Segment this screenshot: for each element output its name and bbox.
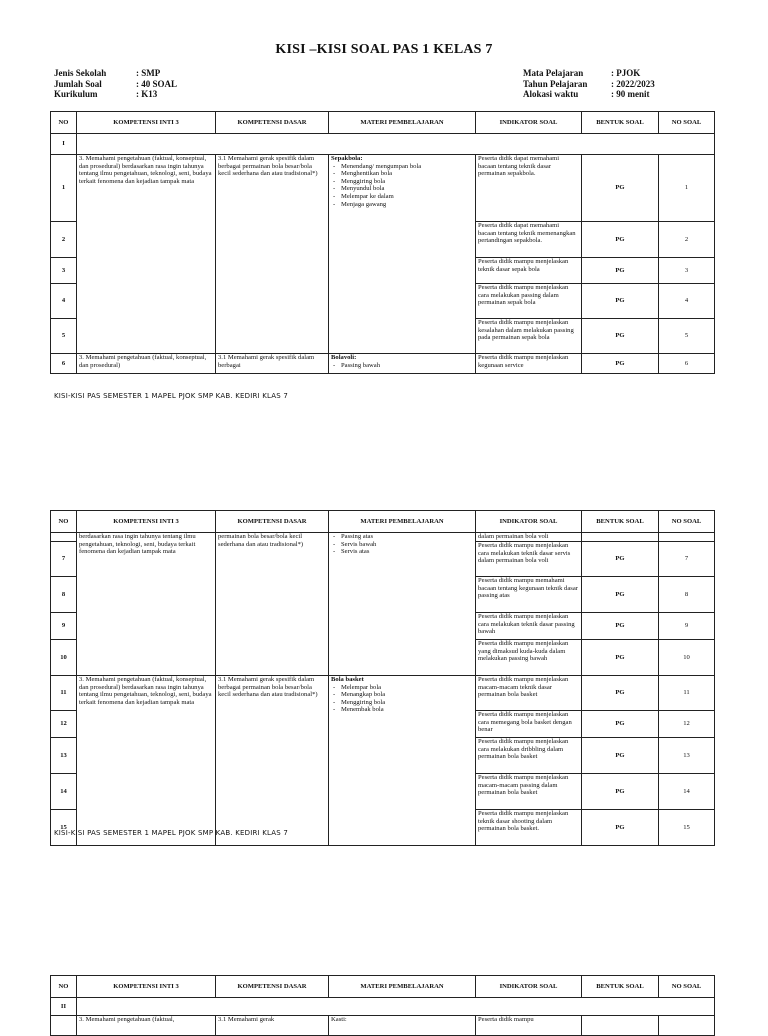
section-label: I [51, 134, 77, 155]
section-spacer [77, 134, 715, 155]
kisi-table-2 [50, 510, 715, 846]
indikator-cell: Peserta didik mampu menjelaskan cara melakukan passing dalam permainan sepak bola [476, 284, 582, 319]
row-no: 2 [51, 222, 77, 258]
materi-item: - Melempar bola [331, 684, 473, 692]
materi-item: - Melempar ke dalam [331, 193, 473, 201]
bentuk-soal-cell: PG [582, 319, 659, 354]
indikator-cell: Peserta didik mampu menjelaskan teknik dasar sepak bola [476, 258, 582, 284]
materi-item: - Menyundul bola [331, 185, 473, 193]
materi-cell [329, 155, 476, 354]
header-bentuk-soal: BENTUK SOAL [582, 511, 659, 533]
row-no: 6 [51, 354, 77, 374]
row-no: 15 [51, 810, 77, 846]
header-kompetensi-dasar: KOMPETENSI DASAR [216, 976, 329, 998]
no-soal-cell: 13 [659, 738, 715, 774]
indikator-cell: Peserta didik mampu menjelaskan cara melakukan teknik dasar servis dalam permainan bola voli [476, 542, 582, 577]
kisi-table-1 [50, 111, 715, 374]
no-soal-cell: 15 [659, 810, 715, 846]
header-indikator: INDIKATOR SOAL [476, 112, 582, 134]
row-no [51, 1016, 77, 1036]
header-kompetensi-dasar: KOMPETENSI DASAR [216, 511, 329, 533]
header-bentuk-soal: BENTUK SOAL [582, 976, 659, 998]
section-label: II [51, 998, 77, 1016]
materi-list [331, 684, 473, 714]
table-row [51, 676, 715, 711]
materi-list [331, 163, 473, 209]
materi-title: Kasti: [331, 1016, 347, 1023]
no-soal-cell: 9 [659, 613, 715, 640]
kompetensi-inti-cell: 3. Memahami pengetahuan (faktual, konseptual, dan prosedural) berdasarkan rasa ingin tahunya tentang ilmu pengetahuan, teknologi, seni, budaya terkait fenomena dan kejadian tampak mata [77, 676, 216, 846]
indikator-cell: Peserta didik mampu menjelaskan cara melakukan teknik dasar passing bawah [476, 613, 582, 640]
page-title: KISI –KISI SOAL PAS 1 KELAS 7 [275, 42, 493, 57]
info-value: : 90 menit [611, 89, 650, 99]
indikator-cell: Peserta didik mampu menjelaskan kesalahan dalam melakukan passing pada permainan sepak bola [476, 319, 582, 354]
bentuk-soal-cell: PG [582, 258, 659, 284]
table-row [51, 354, 715, 374]
row-no: 3 [51, 258, 77, 284]
no-soal-cell: 1 [659, 155, 715, 222]
no-soal-cell [659, 533, 715, 542]
info-key: Jumlah Soal [54, 78, 102, 89]
row-no: 4 [51, 284, 77, 319]
bentuk-soal-cell [582, 1016, 659, 1036]
materi-item: - Menembak bola [331, 706, 473, 714]
header-kompetensi-dasar: KOMPETENSI DASAR [216, 112, 329, 134]
bentuk-soal-cell [582, 533, 659, 542]
materi-item: - Menggiring bola [331, 699, 473, 707]
info-row [523, 79, 655, 90]
info-value: : K13 [136, 89, 158, 99]
row-no: 9 [51, 613, 77, 640]
table-row [51, 533, 715, 542]
header-materi: MATERI PEMBELAJARAN [329, 511, 476, 533]
header-kompetensi-inti: KOMPETENSI INTI 3 [77, 976, 216, 998]
kompetensi-dasar-cell: permainan bola besar/bola kecil sederhana dan atau tradisional*) [216, 533, 329, 676]
no-soal-cell: 8 [659, 577, 715, 613]
info-key: Mata Pelajaran [523, 68, 584, 78]
materi-item: - Passing bawah [331, 362, 473, 370]
materi-item: - Menjaga gawang [331, 201, 473, 209]
row-no: 14 [51, 774, 77, 810]
header-kompetensi-inti: KOMPETENSI INTI 3 [77, 112, 216, 134]
indikator-cell: Peserta didik mampu menjelaskan cara melakukan dribbling dalam permainan bola basket [476, 738, 582, 774]
info-row [54, 89, 177, 100]
no-soal-cell: 12 [659, 711, 715, 738]
kompetensi-dasar-cell: 3.1 Memahami gerak [216, 1016, 329, 1036]
header-no: NO [51, 976, 77, 998]
bentuk-soal-cell: PG [582, 577, 659, 613]
materi-list [331, 362, 473, 370]
kisi-table-3 [50, 975, 715, 1036]
indikator-cell: dalam permainan bola voli [476, 533, 582, 542]
header-no-soal: NO SOAL [659, 976, 715, 998]
bentuk-soal-cell: PG [582, 810, 659, 846]
row-no: 8 [51, 577, 77, 613]
header-no-soal: NO SOAL [659, 511, 715, 533]
info-value: : PJOK [611, 68, 641, 78]
bentuk-soal-cell: PG [582, 354, 659, 374]
row-no: 11 [51, 676, 77, 711]
table-row [51, 1016, 715, 1036]
bentuk-soal-cell: PG [582, 155, 659, 222]
materi-item: - Servis bawah [331, 541, 473, 549]
row-no: 7 [51, 542, 77, 577]
bentuk-soal-cell: PG [582, 613, 659, 640]
info-row [54, 68, 177, 79]
materi-item: - Menendang/ mengumpan bola [331, 163, 473, 171]
kompetensi-dasar-cell: 3.1 Memahami gerak spesifik dalam berbagai permainan bola besar/bola kecil sederhana dan atau tradisional*) [216, 676, 329, 846]
row-no [51, 533, 77, 542]
kompetensi-dasar-cell: 3.1 Memahami gerak spesifik dalam berbagai [216, 354, 329, 374]
school-info [54, 68, 177, 100]
info-row [523, 89, 655, 100]
header-no: NO [51, 112, 77, 134]
bentuk-soal-cell: PG [582, 774, 659, 810]
materi-item: - Menghentikan bola [331, 170, 473, 178]
bentuk-soal-cell: PG [582, 284, 659, 319]
bentuk-soal-cell: PG [582, 676, 659, 711]
kompetensi-inti-cell: 3. Memahami pengetahuan (faktual, konseptual, dan prosedural) [77, 354, 216, 374]
kompetensi-inti-cell: 3. Memahami pengetahuan (faktual, konseptual, dan prosedural) berdasarkan rasa ingin tahunya tentang ilmu pengetahuan, teknologi, seni, budaya terkait fenomena dan kejadian tampak mata [77, 155, 216, 354]
header-materi: MATERI PEMBELAJARAN [329, 976, 476, 998]
indikator-cell: Peserta didik mampu menjelaskan teknik dasar shooting dalam permainan bola basket. [476, 810, 582, 846]
kompetensi-inti-cell: berdasarkan rasa ingin tahunya tentang ilmu pengetahuan, teknologi, seni, budaya terkait fenomena dan kejadian tampak mata [77, 533, 216, 676]
subject-info [523, 68, 655, 100]
materi-item: - Passing atas [331, 533, 473, 541]
bentuk-soal-cell: PG [582, 640, 659, 676]
table-row [51, 155, 715, 222]
no-soal-cell: 5 [659, 319, 715, 354]
info-key: Alokasi waktu [523, 89, 579, 99]
indikator-cell: Peserta didik mampu menjelaskan macam-macam passing dalam permainan bola basket [476, 774, 582, 810]
page-footer: KISI-KISI PAS SEMESTER 1 MAPEL PJOK SMP KAB. KEDIRI KLAS 7 [54, 829, 288, 837]
indikator-cell: Peserta didik mampu menjelaskan kegunaan service [476, 354, 582, 374]
materi-title: Bola basket [331, 676, 364, 683]
no-soal-cell: 4 [659, 284, 715, 319]
header-bentuk-soal: BENTUK SOAL [582, 112, 659, 134]
info-key: Jenis Sekolah [54, 68, 107, 78]
indikator-cell: Peserta didik mampu menjelaskan cara memegang bola basket dengan benar [476, 711, 582, 738]
bentuk-soal-cell: PG [582, 711, 659, 738]
indikator-cell: Peserta didik mampu menjelaskan macam-macam teknik dasar permainan bola basket [476, 676, 582, 711]
info-value: : 2022/2023 [611, 78, 655, 89]
indikator-cell: Peserta didik mampu [476, 1016, 582, 1036]
row-no: 12 [51, 711, 77, 738]
indikator-cell: Peserta didik mampu memahami bacaan tentang kegunaan teknik dasar passing atas [476, 577, 582, 613]
materi-cell [329, 676, 476, 846]
section-spacer [77, 998, 715, 1016]
no-soal-cell: 14 [659, 774, 715, 810]
no-soal-cell: 2 [659, 222, 715, 258]
kompetensi-dasar-cell: 3.1 Memahami gerak spesifik dalam berbagai permainan bola besar/bola kecil sederhana dan atau tradisional*) [216, 155, 329, 354]
materi-item: - Menangkap bola [331, 691, 473, 699]
materi-cell [329, 1016, 476, 1036]
materi-item: - Servis atas [331, 548, 473, 556]
bentuk-soal-cell: PG [582, 738, 659, 774]
materi-list [331, 533, 473, 556]
indikator-cell: Peserta didik dapat memahami bacaan tentang teknik memenangkan pertandingan sepakbola. [476, 222, 582, 258]
info-value: : SMP [136, 68, 161, 78]
no-soal-cell: 3 [659, 258, 715, 284]
page-footer: KISI-KISI PAS SEMESTER 1 MAPEL PJOK SMP KAB. KEDIRI KLAS 7 [54, 392, 288, 400]
info-key: Kurikulum [54, 89, 98, 99]
indikator-cell: Peserta didik mampu menjelaskan yang dimaksud kuda-kuda dalam melakukan passing bawah [476, 640, 582, 676]
materi-cell [329, 354, 476, 374]
header-no-soal: NO SOAL [659, 112, 715, 134]
row-no: 13 [51, 738, 77, 774]
no-soal-cell: 11 [659, 676, 715, 711]
materi-title: Sepakbola: [331, 155, 363, 162]
header-materi: MATERI PEMBELAJARAN [329, 112, 476, 134]
header-indikator: INDIKATOR SOAL [476, 511, 582, 533]
row-no: 10 [51, 640, 77, 676]
info-key: Tahun Pelajaran [523, 78, 588, 89]
bentuk-soal-cell: PG [582, 542, 659, 577]
no-soal-cell: 7 [659, 542, 715, 577]
row-no: 1 [51, 155, 77, 222]
materi-cell [329, 533, 476, 676]
materi-title: Bolavoli: [331, 354, 357, 361]
header-kompetensi-inti: KOMPETENSI INTI 3 [77, 511, 216, 533]
row-no: 5 [51, 319, 77, 354]
header-no: NO [51, 511, 77, 533]
no-soal-cell: 10 [659, 640, 715, 676]
no-soal-cell: 6 [659, 354, 715, 374]
header-indikator: INDIKATOR SOAL [476, 976, 582, 998]
indikator-cell: Peserta didik dapat memahami bacaan tentang teknik dasar permainan sepakbola. [476, 155, 582, 222]
info-row [54, 79, 177, 90]
info-row [523, 68, 655, 79]
info-value: : 40 SOAL [136, 78, 178, 89]
no-soal-cell [659, 1016, 715, 1036]
kompetensi-inti-cell: 3. Memahami pengetahuan (faktual, [77, 1016, 216, 1036]
materi-item: - Menggiring bola [331, 178, 473, 186]
bentuk-soal-cell: PG [582, 222, 659, 258]
